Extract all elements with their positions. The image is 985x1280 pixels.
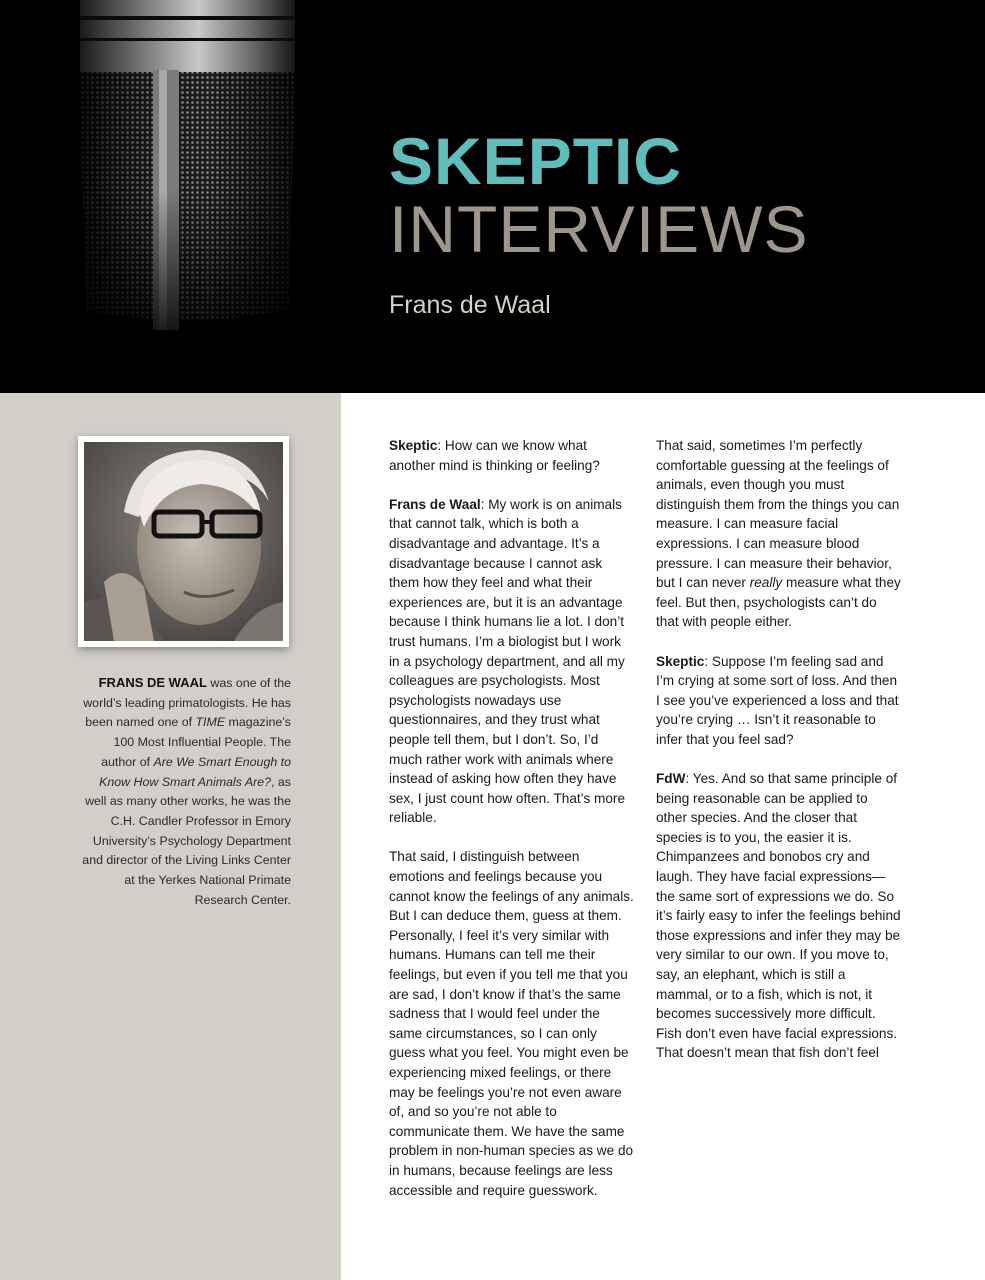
interviewee-name: Frans de Waal: [389, 291, 551, 319]
author-photo: [78, 436, 289, 647]
bio-book-title: Are We Smart Enough to Know How Smart Animals Are?: [99, 754, 291, 789]
bio-text-1: was one of the world’s leading primatologists. He has been named one of: [83, 676, 291, 730]
paragraph-text: : Suppose I’m feeling sad and I’m crying at some sort of loss. And then I see you’ve experienced a loss and that you’re crying … Isn’t it reasonable to infer that you feel sad?: [656, 653, 899, 747]
speaker-label: Skeptic: [656, 653, 705, 669]
bio-name: FRANS DE WAAL: [98, 675, 207, 690]
paragraph-text: That said, I distinguish between emotions and feelings because you cannot know the feelings of any animals. But I can deduce them, guess at them. Personally, I feel it’s very similar with humans. Humans can tell me their feelings, but even if you tell me that you are sad, I don’t know if that’s the same sadness that I would feel under the same circumstances, so I can only guess what you feel. You might even be experiencing mixed feelings, or there may be feelings you’re not even aware of, and so you’re not able to communicate them. We have the same problem in non-human species as we do in humans, because feelings are less accessible and require guesswork.: [389, 849, 634, 1198]
bio-text-3: , as well as many other works, he was the C.H. Candler Professor in Emory University’s Psychology Department and director of the Living Links Center at the Yerkes National Primate Research Center.: [82, 774, 291, 907]
magazine-section-subtitle: INTERVIEWS: [389, 192, 809, 266]
paragraph-answer-4: [656, 769, 901, 1063]
paragraph-question-2: [656, 652, 901, 750]
article-column-right: [656, 436, 901, 1083]
author-bio: [80, 673, 291, 910]
emphasis: really: [749, 575, 783, 591]
portrait-image: [84, 442, 283, 641]
speaker-label: Skeptic: [389, 438, 438, 453]
paragraph-answer-2: [389, 847, 634, 1200]
microphone-image: [60, 0, 320, 360]
bio-magazine: TIME: [195, 715, 226, 730]
paragraph-text: That said, sometimes I’m perfectly comfortable guessing at the feelings of animals, even though you must distinguish them from the things you can measure. I can measure facial expressions. I can measure blood pressure. I can measure their behavior, but I can never: [656, 438, 900, 591]
speaker-label: FdW: [656, 771, 686, 787]
paragraph-question-1: [389, 436, 634, 475]
magazine-section-title: SKEPTIC: [389, 124, 683, 198]
paragraph-text: : Yes. And so that same principle of being reasonable can be applied to other species. And the closer that species is to you, the easier it is. Chimpanzees and bonobos cry and laugh. They have facial expressions— the same sort of expressions we do. So it’s fairly easy to infer the feelings behind those expressions and infer they may be very similar to our own. If you move to, say, an elephant, which is still a mammal, or to a fish, which is not, it becomes successively more difficult. Fish don’t even have facial expressions. That doesn’t mean that fish don’t feel: [656, 771, 901, 1061]
paragraph-answer-1: [389, 495, 634, 828]
paragraph-text: : My work is on animals that cannot talk, which is both a disadvantage and advantage. It’s a disadvantage because I cannot ask them how they feel and what their experiences are, but it is an advantage because I think humans lie a lot. I don’t trust humans. I’m a biologist but I work in a psychology department, and all my colleagues are psychologists. Most psychologists nowadays use questionnaires, and they trust what people tell them, but I don’t. So, I’d much rather work with animals where instead of asking how often they have sex, I just count how often. That’s more reliable.: [389, 496, 625, 826]
bio-text-2: magazine’s 100 Most Influential People. The author of: [101, 715, 291, 769]
paragraph-answer-3: [656, 436, 901, 632]
speaker-label: Frans de Waal: [389, 496, 481, 512]
article-column-left: [389, 436, 634, 1220]
header-banner: [0, 0, 985, 393]
paragraph-text: measure what they feel. But then, psychologists can’t do that with people either.: [656, 575, 901, 630]
paragraph-text: : How can we know what another mind is thinking or feeling?: [389, 438, 600, 473]
